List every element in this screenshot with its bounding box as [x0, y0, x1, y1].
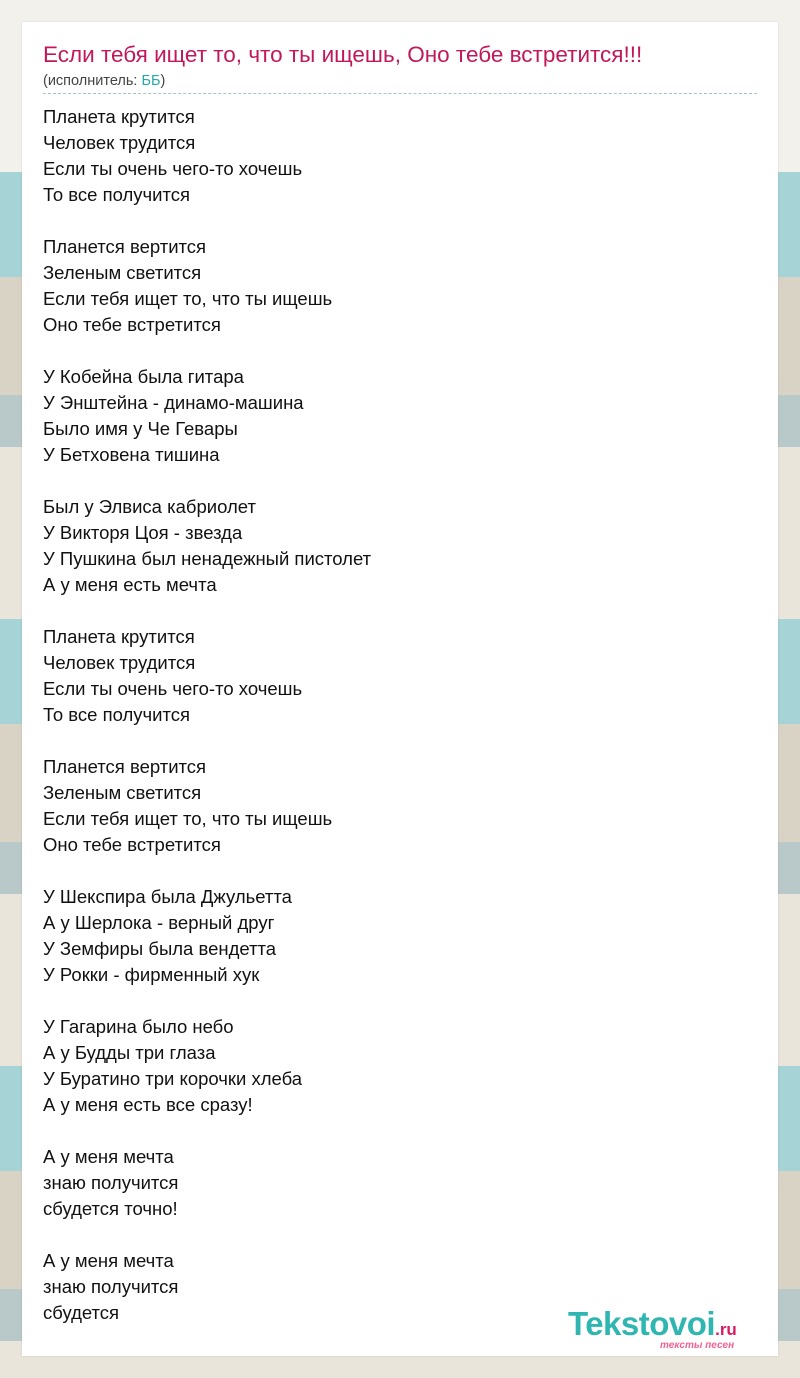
logo-tagline: тексты песен — [660, 1340, 735, 1351]
lyric-line: У Викторя Цоя - звезда — [43, 522, 243, 543]
artist-suffix: ) — [160, 73, 166, 89]
lyric-line: У Кобейна была гитара — [43, 366, 244, 387]
lyric-line: У Буратино три корочки хлеба — [43, 1068, 303, 1089]
artist-prefix: (исполнитель: — [43, 73, 142, 89]
lyric-line: А у меня есть мечта — [43, 574, 217, 595]
lyric-line: Если ты очень чего-то хочешь — [43, 158, 303, 179]
site-logo[interactable] — [568, 1307, 778, 1351]
lyric-line: Планется вертится — [43, 236, 207, 257]
lyric-line: У Энштейна - динамо-машина — [43, 392, 304, 413]
lyrics-stanza — [43, 494, 371, 598]
lyric-line: Оно тебе встретится — [43, 834, 221, 855]
logo-wordmark: Tekstovoi — [568, 1305, 716, 1342]
lyric-line: знаю получится — [43, 1276, 179, 1297]
lyric-line: А у меня мечта — [43, 1146, 174, 1167]
lyric-line: То все получится — [43, 704, 191, 725]
lyric-line: У Земфиры была вендетта — [43, 938, 277, 959]
lyric-line: У Рокки - фирменный хук — [43, 964, 260, 985]
lyric-line: А у Будды три глаза — [43, 1042, 216, 1063]
lyrics-card — [22, 22, 778, 1356]
lyrics-stanza — [43, 754, 371, 858]
lyric-line: У Пушкина был ненадежный пистолет — [43, 548, 372, 569]
lyric-line: А у Шерлока - верный друг — [43, 912, 275, 933]
lyric-line: У Бетховена тишина — [43, 444, 220, 465]
lyrics-stanza — [43, 884, 371, 988]
lyric-line: А у меня мечта — [43, 1250, 174, 1271]
lyrics-stanza — [43, 364, 371, 468]
title-divider — [43, 93, 757, 94]
lyric-line: Зеленым светится — [43, 782, 202, 803]
lyrics-stanza — [43, 1144, 371, 1222]
lyric-line: У Гагарина было небо — [43, 1016, 234, 1037]
lyrics-stanza — [43, 234, 371, 338]
lyric-line: Если тебя ищет то, что ты ищешь — [43, 808, 333, 829]
lyric-line: Человек трудится — [43, 652, 196, 673]
lyrics-stanza — [43, 1248, 371, 1326]
lyric-line: Планета крутится — [43, 106, 195, 127]
lyric-line: У Шекспира была Джульетта — [43, 886, 292, 907]
artist-link[interactable]: ББ — [141, 73, 161, 89]
lyric-line: Человек трудится — [43, 132, 196, 153]
lyric-line: Зеленым светится — [43, 262, 202, 283]
lyric-line: Если тебя ищет то, что ты ищешь — [43, 288, 333, 309]
lyric-line: Был у Элвиса кабриолет — [43, 496, 256, 517]
lyric-line: Оно тебе встретится — [43, 314, 221, 335]
lyric-line: Было имя у Че Гевары — [43, 418, 238, 439]
logo-tld: .ru — [715, 1320, 737, 1339]
lyric-line: сбудется — [43, 1302, 120, 1323]
lyrics-body — [43, 104, 371, 1352]
lyric-line: То все получится — [43, 184, 191, 205]
lyric-line: Планета крутится — [43, 626, 195, 647]
lyrics-stanza — [43, 624, 371, 728]
lyric-line: сбудется точно! — [43, 1198, 178, 1219]
artist-line — [43, 73, 165, 89]
lyric-line: Планется вертится — [43, 756, 207, 777]
lyrics-stanza — [43, 1014, 371, 1118]
song-title: Если тебя ищет то, что ты ищешь, Оно тебе встретится!!! — [43, 42, 643, 67]
lyric-line: А у меня есть все сразу! — [43, 1094, 253, 1115]
lyrics-stanza — [43, 104, 371, 208]
lyric-line: знаю получится — [43, 1172, 179, 1193]
lyric-line: Если ты очень чего-то хочешь — [43, 678, 303, 699]
